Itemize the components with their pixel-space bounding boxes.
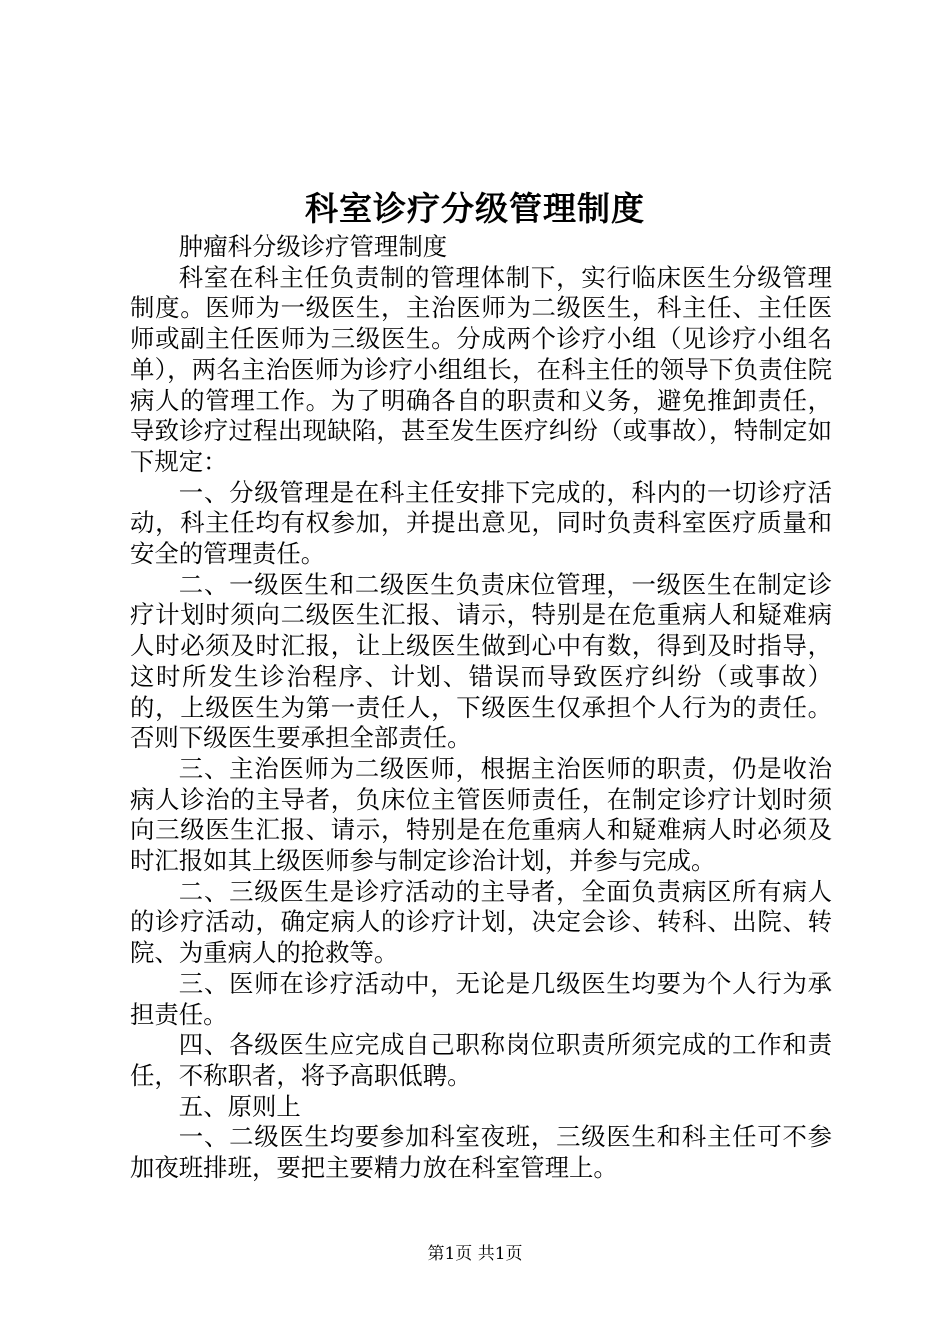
subtitle-paragraph: 肿瘤科分级诊疗管理制度	[178, 232, 448, 261]
rule-paragraph: 二、三级医生是诊疗活动的主导者，全面负责病区所有病人的诊疗活动，确定病人的诊疗计划，决定会诊、转科、出院、转院、为重病人的抢救等。	[130, 876, 832, 968]
page-footer: 第1页 共1页	[427, 1244, 523, 1264]
document-title: 科室诊疗分级管理制度	[305, 189, 645, 228]
intro-paragraph: 科室在科主任负责制的管理体制下，实行临床医生分级管理制度。医师为一级医生，主治医师为二级医生，科主任、主任医师或副主任医师为三级医生。分成两个诊疗小组（见诊疗小组名单），两名主治医师为诊疗小组组长，在科主任的领导下负责住院病人的管理工作。为了明确各自的职责和义务，避免推卸责任，导致诊疗过程出现缺陷，甚至发生医疗纠纷（或事故），特制定如下规定：	[130, 262, 832, 476]
rule-paragraph: 三、主治医师为二级医师，根据主治医师的职责，仍是收治病人诊治的主导者，负床位主管医师责任，在制定诊疗计划时须向三级医生汇报、请示，特别是在危重病人和疑难病人时必须及时汇报如其上级医师参与制定诊治计划，并参与完成。	[130, 753, 832, 876]
document-body	[130, 232, 832, 1184]
rule-paragraph: 五、原则上	[178, 1091, 301, 1121]
rule-paragraph: 三、医师在诊疗活动中，无论是几级医生均要为个人行为承担责任。	[130, 968, 832, 1029]
rule-paragraph: 一、二级医生均要参加科室夜班，三级医生和科主任可不参加夜班排班，要把主要精力放在科室管理上。	[130, 1122, 832, 1183]
rule-paragraph: 二、一级医生和二级医生负责床位管理，一级医生在制定诊疗计划时须向二级医生汇报、请示，特别是在危重病人和疑难病人时必须及时汇报，让上级医生做到心中有数，得到及时指导，这时所发生诊治程序、计划、错误而导致医疗纠纷（或事故）的，上级医生为第一责任人，下级医生仅承担个人行为的责任。否则下级医生要承担全部责任。	[130, 569, 832, 753]
rule-paragraph: 四、各级医生应完成自己职称岗位职责所须完成的工作和责任，不称职者，将予高职低聘。	[130, 1030, 832, 1090]
rule-paragraph: 一、分级管理是在科主任安排下完成的，科内的一切诊疗活动，科主任均有权参加，并提出意见，同时负责科室医疗质量和安全的管理责任。	[130, 477, 832, 569]
